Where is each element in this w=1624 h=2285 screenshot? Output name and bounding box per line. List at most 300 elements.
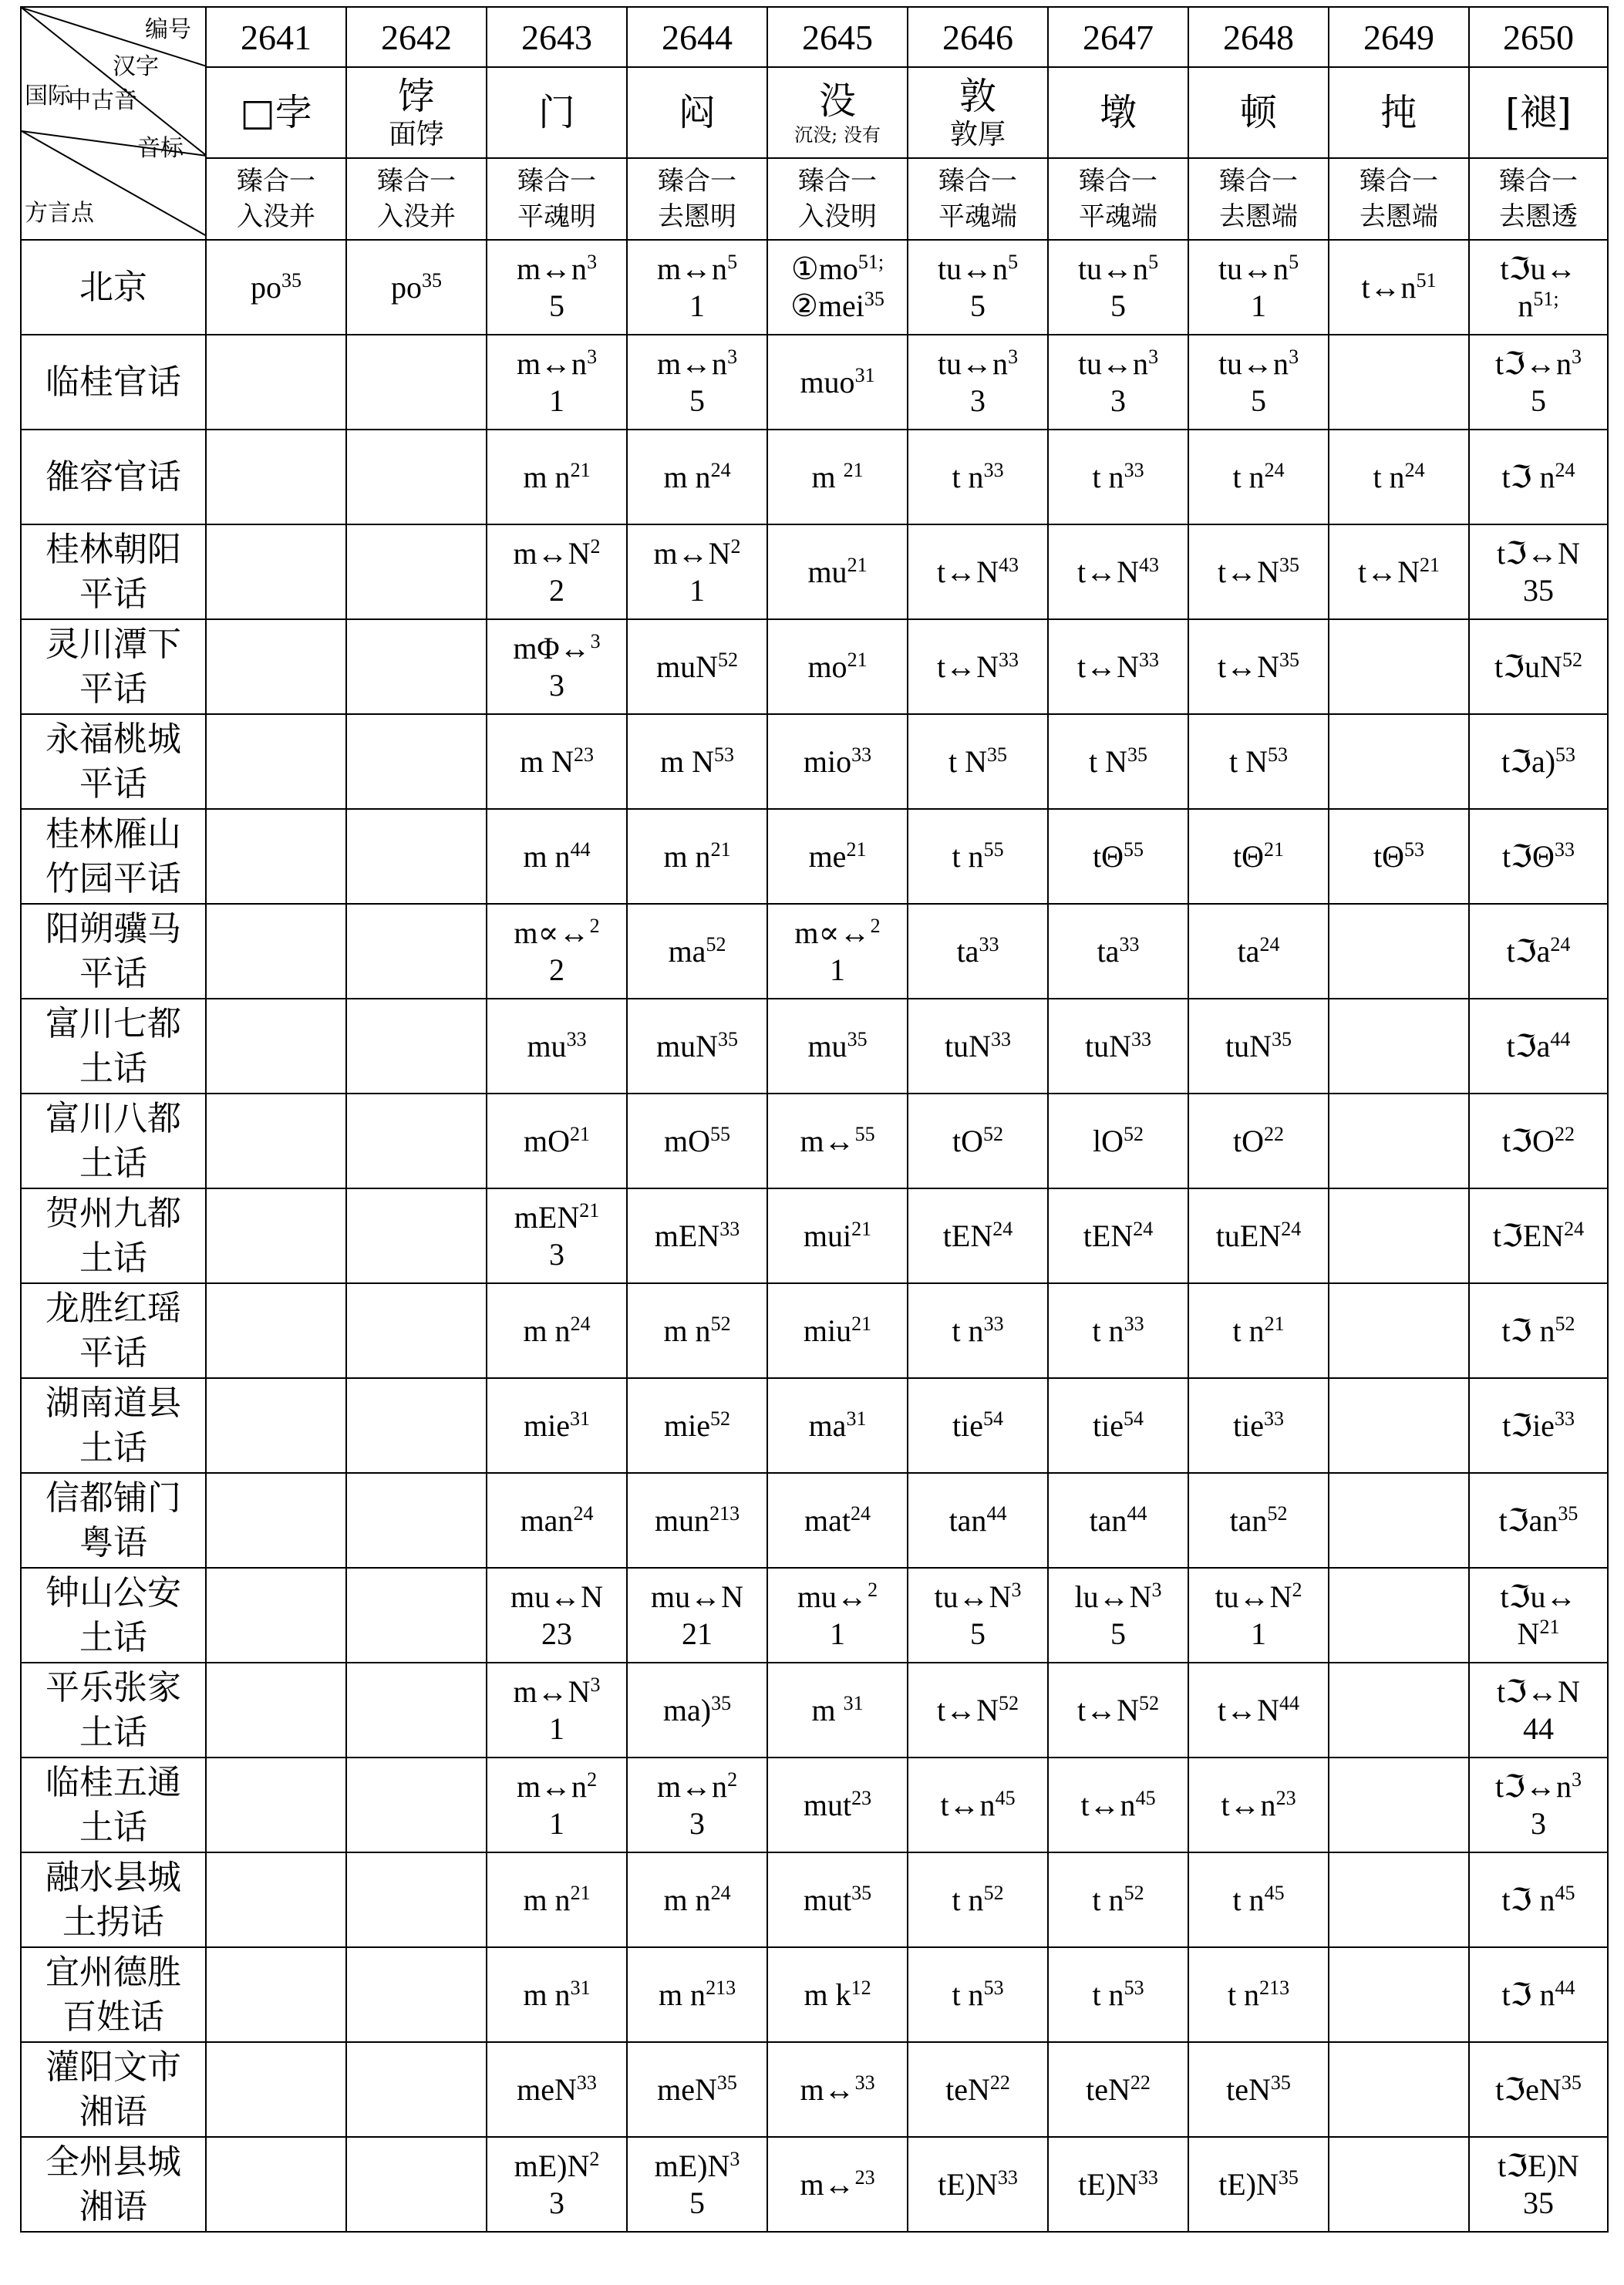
tone-superscript: 52 bbox=[1139, 1691, 1159, 1714]
dialect-place-cell bbox=[21, 1947, 206, 2042]
tone-superscript: 35 bbox=[281, 268, 302, 292]
pronunciation-cell bbox=[1188, 240, 1329, 335]
dialect-place-cell bbox=[21, 619, 206, 714]
pronunciation-line: $m\leftrightarrow n^5$ bbox=[656, 250, 738, 286]
dialect-row bbox=[21, 1947, 1608, 2042]
pronunciation-cell bbox=[206, 904, 346, 999]
tone-superscript: 35 bbox=[1279, 553, 1299, 576]
pronunciation-cell bbox=[346, 1378, 487, 1473]
tone-superscript: 52 bbox=[999, 1691, 1019, 1714]
pronunciation-cell bbox=[1329, 524, 1469, 619]
tone-superscript: 3 bbox=[587, 345, 598, 368]
character-cell bbox=[908, 67, 1048, 158]
tone-superscript: 33 bbox=[999, 648, 1019, 671]
pronunciation-cell bbox=[908, 430, 1048, 524]
pronunciation-line: $tE)N^{33}$ bbox=[938, 2165, 1018, 2202]
corner-label-ipa-a: 国际 bbox=[25, 83, 71, 109]
pronunciation-cell bbox=[1048, 904, 1188, 999]
tone-superscript: 44 bbox=[570, 837, 591, 861]
pronunciation-line: $mu^{21}$ bbox=[807, 553, 868, 589]
dialect-place-line: 土话 bbox=[79, 1712, 147, 1752]
pronunciation-line: $ta^{33}$ bbox=[956, 932, 999, 969]
pronunciation-cell bbox=[627, 1758, 767, 1852]
tone-superscript: 3 bbox=[590, 1673, 601, 1696]
dialect-place-line: 灵川潭下 bbox=[45, 624, 181, 664]
pronunciation-line: 1 bbox=[689, 572, 705, 608]
tone-superscript: 12 bbox=[851, 1976, 871, 1999]
pronunciation-line: $mO^{21}$ bbox=[524, 1122, 590, 1158]
pronunciation-line: m $n^{21}$ bbox=[663, 837, 731, 874]
tone-superscript: 24 bbox=[1550, 932, 1571, 955]
pronunciation-cell bbox=[767, 714, 908, 809]
tone-superscript: 24 bbox=[1133, 1217, 1154, 1240]
pronunciation-line: m $n^{24}$ bbox=[663, 458, 731, 494]
dialect-table bbox=[20, 6, 1609, 2233]
pronunciation-cell bbox=[1469, 240, 1608, 335]
pronunciation-cell bbox=[627, 1378, 767, 1473]
pronunciation-line: $tO^{22}$ bbox=[1233, 1122, 1284, 1158]
pronunciation-line: tuN$^{33}$ bbox=[1085, 1027, 1151, 1063]
pronunciation-line: $m\leftrightarrow n^3$ bbox=[516, 345, 598, 381]
pronunciation-line: tie$^{54}$ bbox=[1093, 1407, 1144, 1443]
pronunciation-cell bbox=[487, 1473, 627, 1568]
pronunciation-cell bbox=[767, 1188, 908, 1283]
pronunciation-line: tEN$^{24}$ bbox=[942, 1217, 1013, 1253]
dialect-place-line: 湘语 bbox=[79, 2186, 147, 2226]
pronunciation-cell bbox=[908, 1758, 1048, 1852]
pronunciation-cell bbox=[1048, 1283, 1188, 1378]
pronunciation-line: $t\leftrightarrow N^{44}$ bbox=[1218, 1691, 1299, 1727]
middle-chinese-cell bbox=[346, 158, 487, 240]
pronunciation-line: 5 bbox=[1251, 383, 1266, 418]
pronunciation-cell bbox=[346, 2042, 487, 2137]
pronunciation-cell bbox=[206, 809, 346, 904]
tone-superscript: 33 bbox=[1139, 648, 1159, 671]
tone-superscript: 53 bbox=[1404, 837, 1424, 861]
code-cell: 2642 bbox=[346, 7, 487, 67]
tone-superscript: 35 bbox=[716, 2071, 737, 2094]
pronunciation-line: $\tan^{44}$ bbox=[948, 1501, 1007, 1538]
tone-superscript: 2 bbox=[589, 914, 600, 937]
pronunciation-cell bbox=[767, 1852, 908, 1947]
pronunciation-line: $m\leftrightarrow n^3$ bbox=[516, 250, 598, 286]
pronunciation-cell bbox=[908, 1188, 1048, 1283]
pronunciation-cell bbox=[908, 809, 1048, 904]
pronunciation-cell bbox=[627, 1473, 767, 1568]
pronunciation-cell bbox=[1048, 1947, 1188, 2042]
pronunciation-cell bbox=[487, 524, 627, 619]
pronunciation-line: $mE)N^2$ bbox=[514, 2147, 600, 2183]
dialect-row bbox=[21, 335, 1608, 430]
pronunciation-line: tℑa$^{44}$ bbox=[1506, 1027, 1571, 1063]
tone-superscript: 33 bbox=[1554, 837, 1575, 861]
tone-superscript: 21 bbox=[1264, 837, 1284, 861]
dialect-place-line: 湖南道县 bbox=[45, 1383, 181, 1423]
tone-superscript: 33 bbox=[854, 2071, 875, 2094]
pronunciation-cell bbox=[767, 2137, 908, 2232]
middle-chinese-line: 臻合一 bbox=[1360, 166, 1438, 197]
tone-superscript: 21 bbox=[570, 1122, 590, 1145]
dialect-row bbox=[21, 999, 1608, 1094]
tone-superscript: 45 bbox=[995, 1786, 1016, 1809]
middle-chinese-line: 入没明 bbox=[798, 201, 877, 232]
pronunciation-cell bbox=[1188, 1094, 1329, 1188]
character: [褪] bbox=[1505, 91, 1572, 134]
pronunciation-line: tℑ $n^{45}$ bbox=[1501, 1881, 1575, 1917]
tone-superscript: 55 bbox=[983, 837, 1004, 861]
pronunciation-line: $tℑ\leftrightarrow n^3$ bbox=[1494, 1768, 1582, 1804]
pronunciation-line: 3 bbox=[549, 1236, 564, 1272]
tone-superscript: 45 bbox=[1264, 1881, 1285, 1904]
pronunciation-cell bbox=[346, 430, 487, 524]
tone-superscript: 54 bbox=[1123, 1407, 1144, 1430]
middle-chinese-line: 臻合一 bbox=[798, 166, 877, 197]
pronunciation-line: m $n^{44}$ bbox=[523, 837, 591, 874]
pronunciation-cell bbox=[1469, 335, 1608, 430]
pronunciation-line: m $k^{12}$ bbox=[804, 1976, 871, 2012]
pronunciation-cell bbox=[1469, 1283, 1608, 1378]
pronunciation-line: mEN$^{33}$ bbox=[654, 1217, 740, 1253]
pronunciation-line: t $n^{24}$ bbox=[1373, 458, 1425, 494]
pronunciation-line: $t\leftrightarrow N^{43}$ bbox=[937, 553, 1019, 589]
dialect-place-cell bbox=[21, 1473, 206, 1568]
dialect-place-line: 桂林朝阳 bbox=[45, 529, 181, 569]
tone-superscript: 52 bbox=[706, 932, 726, 955]
character-cell bbox=[346, 67, 487, 158]
pronunciation-line: $tu\leftrightarrow n^3$ bbox=[1218, 345, 1299, 381]
pronunciation-line: t $n^{21}$ bbox=[1232, 1312, 1285, 1348]
pronunciation-line: 35 bbox=[1523, 2185, 1554, 2220]
tone-superscript: 33 bbox=[997, 2165, 1018, 2189]
pronunciation-line: $m\leftrightarrow N^3$ bbox=[513, 1673, 601, 1709]
pronunciation-line: 5 bbox=[1531, 383, 1546, 418]
tone-superscript: 33 bbox=[991, 1027, 1011, 1050]
pronunciation-line: $tu\leftrightarrow n^5$ bbox=[937, 250, 1019, 286]
tone-superscript: 43 bbox=[1139, 553, 1159, 576]
pronunciation-cell bbox=[1469, 619, 1608, 714]
tone-superscript: 52 bbox=[1124, 1881, 1144, 1904]
pronunciation-line: 2 bbox=[549, 952, 564, 987]
tone-superscript: 2 bbox=[868, 1578, 878, 1601]
pronunciation-line: $t\leftrightarrow N^{35}$ bbox=[1218, 553, 1299, 589]
pronunciation-line: $mo^{21}$ bbox=[807, 648, 868, 684]
dialect-place-cell bbox=[21, 2042, 206, 2137]
pronunciation-cell bbox=[1048, 335, 1188, 430]
pronunciation-cell bbox=[206, 2042, 346, 2137]
pronunciation-line: m∝↔$^2$ bbox=[794, 914, 881, 950]
pronunciation-line: tℑu↔ bbox=[1500, 1579, 1577, 1614]
pronunciation-cell bbox=[627, 240, 767, 335]
tone-superscript: 52 bbox=[1124, 1122, 1144, 1145]
tone-superscript: 52 bbox=[718, 648, 738, 671]
middle-chinese-line: 臻合一 bbox=[1079, 166, 1157, 197]
pronunciation-cell bbox=[908, 619, 1048, 714]
pronunciation-line: tℑie$^{33}$ bbox=[1502, 1407, 1575, 1443]
middle-chinese-cell bbox=[767, 158, 908, 240]
tone-superscript: 33 bbox=[1131, 1027, 1151, 1050]
pronunciation-cell bbox=[346, 2137, 487, 2232]
pronunciation-cell bbox=[1048, 714, 1188, 809]
pronunciation-cell bbox=[487, 1758, 627, 1852]
character-cell bbox=[1469, 67, 1608, 158]
tone-superscript: 2 bbox=[1292, 1578, 1302, 1601]
pronunciation-line: 1 bbox=[549, 1710, 564, 1746]
dialect-place-line: 平乐张家 bbox=[45, 1667, 181, 1707]
pronunciation-line: $po^{35}$ bbox=[391, 268, 442, 305]
pronunciation-line: 23 bbox=[541, 1616, 572, 1651]
pronunciation-line: 35 bbox=[1523, 572, 1554, 608]
pronunciation-cell bbox=[767, 1378, 908, 1473]
dialect-place-line: 土拐话 bbox=[62, 1902, 164, 1942]
pronunciation-cell bbox=[346, 1663, 487, 1758]
pronunciation-line: tℑΘ$^{33}$ bbox=[1502, 837, 1575, 874]
tone-superscript: 43 bbox=[999, 553, 1019, 576]
pronunciation-line: tℑ $n^{52}$ bbox=[1501, 1312, 1575, 1348]
tone-superscript: 3 bbox=[1151, 1578, 1162, 1601]
tone-superscript: 53 bbox=[1268, 743, 1288, 766]
pronunciation-line: $po^{35}$ bbox=[251, 268, 302, 305]
pronunciation-line: miu$^{21}$ bbox=[803, 1312, 872, 1348]
pronunciation-line: 3 bbox=[1110, 383, 1126, 418]
pronunciation-line: tℑu↔ bbox=[1500, 251, 1577, 286]
pronunciation-cell bbox=[346, 904, 487, 999]
dialect-place-cell bbox=[21, 524, 206, 619]
pronunciation-cell bbox=[1188, 714, 1329, 809]
pronunciation-line: 3 bbox=[1531, 1805, 1546, 1841]
tone-superscript: 2 bbox=[727, 1768, 738, 1791]
tone-superscript: 3 bbox=[1289, 345, 1299, 368]
middle-chinese-cell bbox=[1329, 158, 1469, 240]
character: 顿 bbox=[1239, 91, 1277, 134]
tone-superscript: 55 bbox=[710, 1122, 730, 1145]
pronunciation-line: m $n^{31}$ bbox=[523, 1976, 591, 2012]
pronunciation-cell bbox=[1329, 1947, 1469, 2042]
dialect-place-line: 平话 bbox=[79, 953, 147, 993]
pronunciation-line: $t\leftrightarrow n^{23}$ bbox=[1221, 1786, 1296, 1822]
pronunciation-cell bbox=[1329, 1758, 1469, 1852]
dialect-place-line: 贺州九都 bbox=[45, 1193, 181, 1233]
pronunciation-line: 44 bbox=[1523, 1710, 1554, 1746]
middle-chinese-cell bbox=[908, 158, 1048, 240]
pronunciation-cell bbox=[767, 240, 908, 335]
pronunciation-line: 1 bbox=[549, 1805, 564, 1841]
pronunciation-line: 1 bbox=[1251, 288, 1266, 323]
pronunciation-cell bbox=[627, 2137, 767, 2232]
tone-superscript: 21 bbox=[570, 1881, 591, 1904]
pronunciation-line: 5 bbox=[970, 288, 986, 323]
pronunciation-cell bbox=[1048, 2042, 1188, 2137]
tone-superscript: 54 bbox=[982, 1407, 1003, 1430]
dialect-place-line: 融水县城 bbox=[45, 1857, 181, 1897]
dialect-row bbox=[21, 2137, 1608, 2232]
middle-chinese-cell bbox=[487, 158, 627, 240]
tone-superscript: 51 bbox=[1416, 268, 1437, 292]
pronunciation-cell bbox=[908, 1473, 1048, 1568]
character-row bbox=[21, 67, 1608, 158]
pronunciation-cell bbox=[487, 1852, 627, 1947]
tone-superscript: 3 bbox=[587, 250, 598, 273]
pronunciation-cell bbox=[1469, 904, 1608, 999]
middle-chinese-line: 入没并 bbox=[237, 201, 315, 232]
dialect-row bbox=[21, 1663, 1608, 1758]
pronunciation-cell bbox=[627, 904, 767, 999]
pronunciation-line: m $n^{213}$ bbox=[658, 1976, 736, 2012]
pronunciation-cell bbox=[1188, 2042, 1329, 2137]
dialect-place-line: 富川七都 bbox=[45, 1003, 181, 1043]
pronunciation-cell bbox=[1329, 619, 1469, 714]
tone-superscript: 33 bbox=[566, 1027, 587, 1050]
pronunciation-line: $m\leftrightarrow N^2$ bbox=[653, 534, 741, 571]
pronunciation-line: 5 bbox=[689, 2185, 705, 2220]
pronunciation-line: $tℑ\leftrightarrow n^3$ bbox=[1494, 345, 1582, 381]
tone-superscript: 24 bbox=[1564, 1217, 1585, 1240]
pronunciation-line: mat$^{24}$ bbox=[804, 1501, 871, 1538]
pronunciation-cell bbox=[767, 809, 908, 904]
dialect-place-cell bbox=[21, 809, 206, 904]
pronunciation-line: tℑa)$^{53}$ bbox=[1501, 743, 1576, 779]
tone-superscript: 31 bbox=[854, 363, 875, 386]
pronunciation-line: $t\leftrightarrow N^{43}$ bbox=[1077, 553, 1159, 589]
pronunciation-line: t $n^{213}$ bbox=[1227, 1976, 1290, 2012]
code-cell: 2641 bbox=[206, 7, 346, 67]
pronunciation-line: m $^{21}$ bbox=[811, 458, 864, 494]
pronunciation-cell bbox=[627, 809, 767, 904]
pronunciation-cell bbox=[206, 1188, 346, 1283]
character-cell bbox=[1048, 67, 1188, 158]
pronunciation-cell bbox=[767, 1473, 908, 1568]
pronunciation-line: $me^{21}$ bbox=[808, 837, 867, 874]
pronunciation-cell bbox=[1188, 619, 1329, 714]
pronunciation-line: mu↔$^2$ bbox=[797, 1578, 878, 1614]
pronunciation-cell bbox=[627, 1283, 767, 1378]
dialect-place-line: 北京 bbox=[79, 267, 147, 307]
pronunciation-cell bbox=[1188, 2137, 1329, 2232]
code-cell: 2650 bbox=[1469, 7, 1608, 67]
pronunciation-line: mu↔N bbox=[510, 1579, 603, 1614]
pronunciation-cell bbox=[1469, 1852, 1608, 1947]
pronunciation-line: t $N^{35}$ bbox=[948, 743, 1007, 779]
pronunciation-line: m↔$^{55}$ bbox=[800, 1122, 875, 1158]
pronunciation-cell bbox=[346, 240, 487, 335]
tone-superscript: 21 bbox=[846, 837, 867, 861]
tone-superscript: 35 bbox=[864, 287, 884, 310]
pronunciation-cell bbox=[487, 1568, 627, 1663]
middle-chinese-line: 去慁端 bbox=[1360, 201, 1438, 232]
pronunciation-line: $tu\leftrightarrow N^2$ bbox=[1215, 1578, 1302, 1614]
pronunciation-cell bbox=[1469, 1568, 1608, 1663]
tone-superscript: 21 bbox=[843, 458, 864, 481]
pronunciation-cell bbox=[1048, 999, 1188, 1094]
tone-superscript: 21 bbox=[579, 1198, 600, 1222]
pronunciation-cell bbox=[1469, 809, 1608, 904]
middle-chinese-line: 平魂端 bbox=[938, 201, 1017, 232]
pronunciation-cell bbox=[1469, 1473, 1608, 1568]
pronunciation-cell bbox=[627, 2042, 767, 2137]
pronunciation-line: tuN$^{33}$ bbox=[945, 1027, 1011, 1063]
tone-superscript: 21 bbox=[710, 837, 731, 861]
tone-superscript: 213 bbox=[1259, 1976, 1290, 1999]
pronunciation-line: $m\leftrightarrow n^2$ bbox=[516, 1768, 598, 1804]
pronunciation-cell bbox=[1329, 2042, 1469, 2137]
pronunciation-line: mun$^{213}$ bbox=[654, 1501, 740, 1538]
code-cell: 2643 bbox=[487, 7, 627, 67]
tone-superscript: 3 bbox=[1572, 345, 1582, 368]
pronunciation-cell bbox=[627, 1663, 767, 1758]
dialect-place-cell bbox=[21, 999, 206, 1094]
pronunciation-cell bbox=[1469, 430, 1608, 524]
tone-superscript: 31 bbox=[846, 1407, 867, 1430]
tone-superscript: 33 bbox=[979, 932, 999, 955]
pronunciation-cell bbox=[1329, 1188, 1469, 1283]
tone-superscript: 35 bbox=[718, 1027, 738, 1050]
pronunciation-cell bbox=[487, 1283, 627, 1378]
tone-superscript: 45 bbox=[1555, 1881, 1575, 1904]
pronunciation-cell bbox=[767, 1094, 908, 1188]
pronunciation-cell bbox=[1048, 1758, 1188, 1852]
pronunciation-cell bbox=[1048, 1094, 1188, 1188]
pronunciation-line: $tu\leftrightarrow n^5$ bbox=[1218, 250, 1299, 286]
tone-superscript: 213 bbox=[709, 1501, 740, 1525]
pronunciation-line: $N^{21}$ bbox=[1517, 1615, 1560, 1651]
pronunciation-cell bbox=[487, 999, 627, 1094]
pronunciation-cell bbox=[767, 1947, 908, 2042]
dialect-place-line: 湘语 bbox=[79, 2091, 147, 2132]
pronunciation-line: 5 bbox=[970, 1616, 986, 1651]
dialect-place-line: 宜州德胜 bbox=[45, 1952, 181, 1992]
tone-superscript: 24 bbox=[1404, 458, 1425, 481]
pronunciation-cell bbox=[767, 619, 908, 714]
pronunciation-cell bbox=[1048, 524, 1188, 619]
character-cell bbox=[1188, 67, 1329, 158]
character-note: 沉没; 没有 bbox=[794, 124, 881, 146]
pronunciation-line: 5 bbox=[549, 288, 564, 323]
pronunciation-cell bbox=[346, 1852, 487, 1947]
pronunciation-cell bbox=[346, 1758, 487, 1852]
pronunciation-line: $lu\leftrightarrow N^3$ bbox=[1074, 1578, 1162, 1614]
tone-superscript: 33 bbox=[1554, 1407, 1575, 1430]
pronunciation-line: $t\Theta^{21}$ bbox=[1233, 837, 1284, 874]
dialect-place-line: 土话 bbox=[79, 1143, 147, 1183]
dialect-row bbox=[21, 809, 1608, 904]
tone-superscript: 52 bbox=[1562, 648, 1582, 671]
pronunciation-cell bbox=[627, 430, 767, 524]
pronunciation-line: $lO^{52}$ bbox=[1093, 1122, 1144, 1158]
pronunciation-cell bbox=[1048, 2137, 1188, 2232]
pronunciation-line: $t\leftrightarrow N^{33}$ bbox=[937, 648, 1019, 684]
pronunciation-cell bbox=[1469, 1663, 1608, 1758]
pronunciation-line: $\tan^{44}$ bbox=[1089, 1501, 1147, 1538]
dialect-place-line: 土话 bbox=[79, 1238, 147, 1278]
middle-chinese-cell bbox=[1188, 158, 1329, 240]
pronunciation-cell bbox=[1188, 999, 1329, 1094]
pronunciation-cell bbox=[908, 1947, 1048, 2042]
pronunciation-cell bbox=[1329, 1568, 1469, 1663]
tone-superscript: 3 bbox=[1572, 1768, 1582, 1791]
middle-chinese-cell bbox=[627, 158, 767, 240]
pronunciation-cell bbox=[206, 430, 346, 524]
dialect-place-line: 永福桃城 bbox=[45, 719, 181, 759]
dialect-row bbox=[21, 1378, 1608, 1473]
pronunciation-line: $m\leftrightarrow N^2$ bbox=[513, 534, 601, 571]
character-cell bbox=[627, 67, 767, 158]
pronunciation-cell bbox=[1188, 1188, 1329, 1283]
tone-superscript: 45 bbox=[1135, 1786, 1156, 1809]
middle-chinese-line: 平魂端 bbox=[1079, 201, 1157, 232]
dialect-place-line: 土话 bbox=[79, 1048, 147, 1088]
pronunciation-cell bbox=[1188, 524, 1329, 619]
pronunciation-line: m↔$^{23}$ bbox=[800, 2165, 875, 2202]
tone-superscript: 22 bbox=[989, 2071, 1010, 2094]
